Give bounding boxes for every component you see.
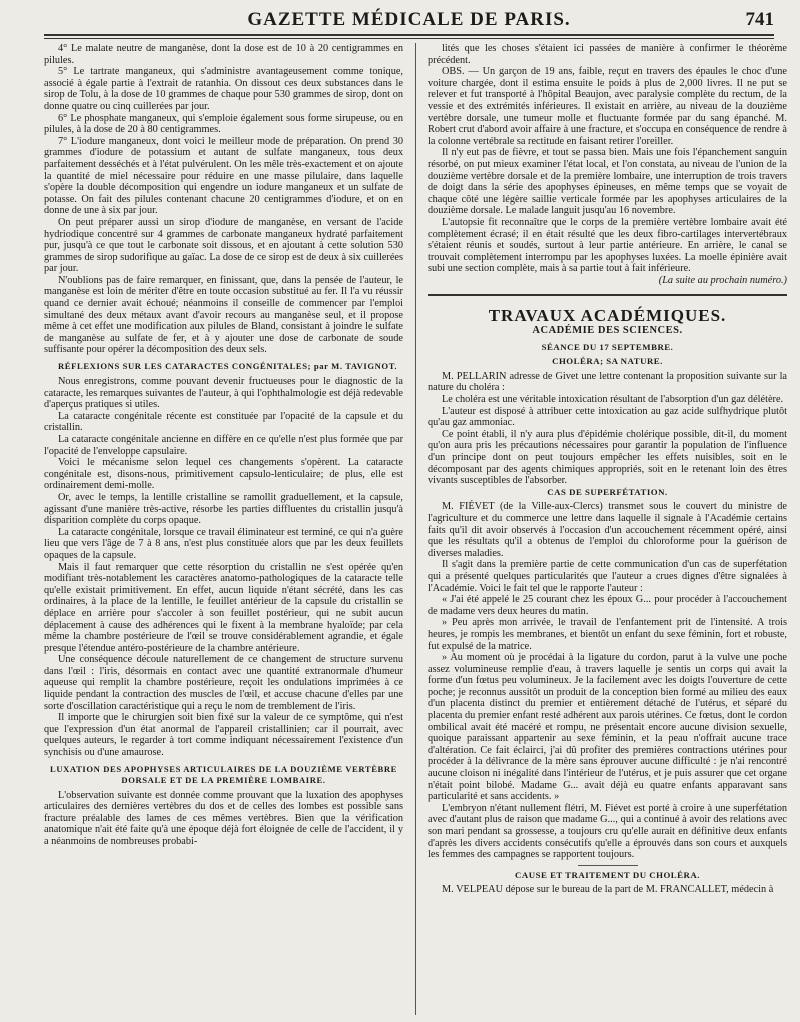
paragraph: Le choléra est une véritable intoxication résultant de l'absorption d'un gaz délétère. (442, 394, 784, 406)
left-column (44, 43, 403, 1015)
paragraph: Ce point établi, il n'y aura plus d'épidémie cholérique possible, dit-il, du moment qu'on aura pris les précautions nécessaires pour garantir la population de l'influence d'un principe dont on peut toujours empêcher les effets nuisibles, soit en le décomposant par des agents chimiques appropriés, soit en le retenant loin des êtres vivants susceptibles de l'absorber. (428, 428, 787, 487)
section-title: TRAVAUX ACADÉMIQUES. (488, 306, 727, 326)
paragraph: L'embryon n'étant nullement flétri, M. Fiévet est porté à croire à une superfétation avec d'autant plus de raison que madame G..., qui a continué à avoir des relations avec son mari pendant sa grossesse, a toujours cru qu'elle aurait en définitive deux enfants d'après les divers accidents consécutifs qu'elle a éprouvés dans son cours et auxquels les femmes des campagnes se rapportent toujours. (428, 802, 787, 861)
paragraph: Nous enregistrons, comme pouvant devenir fructueuses pour le diagnostic de la cataracte, les remarques suivantes de l'auteur, à qui l'ophthalmologie est déjà redevable d'aperçus pratiques si utiles. (44, 376, 403, 411)
paragraph: Il n'y eut pas de fièvre, et tout se passa bien. Mais une fois l'épanchement sanguin résorbé, on put mieux examiner l'état local, et l'on constata, au niveau de l'union de la douzième vertèbre dorsale et de la première lombaire, une interruption de trois travers de doigt dans la série des apophyses épineuses, en même temps que se voyait de chaque côté une légère saillie verticale formée par les apophyses articulaires de la douzième dorsale. Le malade languit jusqu'au 16 novembre. (428, 147, 787, 217)
academy-heading: ACADÉMIE DES SCIENCES. (532, 325, 683, 337)
paragraph: 5° Le tartrate manganeux, qui s'administre avantageusement comme tonique, associé à égale partie à l'extrait de ratanhia. On dissout ces deux substances dans le sirop de Tolu, à la dose de 10 grammes de chaque pour 530 grammes de sirop, dont on donne quatre ou cinq cuillerées par jour. (44, 66, 403, 112)
paragraph: Il s'agit dans la première partie de cette communication d'un cas de superfétation qui a présenté quelques particularités que l'auteur a crues dignes d'être signalées à l'Académie. Voici le fait tel que le rapporte l'auteur : (428, 559, 787, 594)
paragraph: 7° L'iodure manganeux, dont voici le meilleur mode de préparation. On prend 30 grammes d'iodure de potassium et autant de sulfate manganeux, tous deux parfaitement desséchés et à l'état pulvérulent. On les mêle très-exactement et on ajoute la quantité de miel nécessaire pour réduire en une masse pilulaire, dans laquelle s'opère la double décomposition qui engendre un iodure manganeux et un sulfate de potasse. On fait des pilules contenant chacune 20 centigrammes d'iodure, et on en donne de une à six par jour. (44, 135, 403, 217)
paragraph: OBS. — Un garçon de 19 ans, faible, reçut en travers des épaules le choc d'une voiture chargée, dont il estima ensuite le poids à plus de 2,000 livres. Il ne put se relever et fut transporté à l'hôpital Beaujon, avec paralysie complète du rectum, de la vessie et des extrémités inférieures. Il existait en arrière, au niveau de la douzième vertèbre dorsale, une tumeur molle et fluctuante formée par du sang épanché. M. Robert crut d'abord avoir affaire à une fracture, et s'occupa en conséquence de rendre à la colonne vertébrale sa rectitude en faisant retirer l'oreiller. (428, 66, 787, 147)
page-number: 741 (745, 9, 774, 30)
paragraph: lités que les choses s'étaient ici passées de manière à confirmer le théorème précédent. (428, 43, 787, 66)
paragraph: On peut préparer aussi un sirop d'iodure de manganèse, en versant de l'acide hydriodique concentré sur 4 grammes de carbonate manganeux hydraté parfaitement pur, jusqu'à ce que tout le carbonate soit dissous, et en ajoutant à cette solution 530 grammes de sirop sudorifique au gaïac. La dose de ce sirop est de deux à six cuillerées par jour. (44, 216, 403, 275)
topic-heading: CAUSE ET TRAITEMENT DU CHOLÉRA. (515, 869, 700, 880)
continuation-note: (La suite au prochain numéro.) (658, 274, 787, 286)
paragraph: M. VELPEAU dépose sur le bureau de la part de M. FRANCALLET, médecin à (442, 884, 774, 896)
article-heading: RÉFLEXIONS SUR LES CATARACTES CONGÉNITALES; par M. TAVIGNOT. (58, 361, 398, 372)
paragraph: « J'ai été appelé le 25 courant chez les époux G... pour procéder à l'accouchement de madame vers deux heures du matin. (428, 594, 787, 617)
article-heading: LUXATION DES APOPHYSES ARTICULAIRES DE LA DOUZIÈME VERTÈBRE DORSALE ET DE LA PREMIÈRE LOMBAIRE. (49, 763, 398, 785)
journal-title: GAZETTE MÉDICALE DE PARIS. (247, 9, 571, 30)
header-rule (44, 38, 774, 39)
paragraph: Voici le mécanisme selon lequel ces changements s'opèrent. La cataracte congénitale est, disons-nous, primitivement capsulo-lenticulaire; de plus, elle est ordinairement demi-molle. (44, 457, 403, 492)
columns (44, 43, 787, 1015)
paragraph: M. PELLARIN adresse de Givet une lettre contenant la proposition suivante sur la nature du choléra : (428, 370, 787, 394)
paragraph: 4° Le malate neutre de manganèse, dont la dose est de 10 à 20 centigrammes en pilules. (44, 43, 403, 66)
topic-heading: CHOLÉRA; SA NATURE. (552, 356, 663, 367)
paragraph: 6° Le phosphate manganeux, qui s'emploie également sous forme sirupeuse, ou en pilules, à la dose de 20 à 80 centigrammes. (44, 112, 403, 136)
section-rule (428, 294, 787, 296)
paragraph: Or, avec le temps, la lentille cristalline se ramollit graduellement, et la capsule, agissant d'une manière très-active, résorbe les parties diffluentes du cristallin jusqu'à disparition complète du corps opaque. (44, 491, 403, 527)
paragraph: L'auteur est disposé à attribuer cette intoxication au gaz acide sulfhydrique plutôt qu'au gaz ammoniac. (428, 405, 787, 429)
divider (578, 865, 638, 866)
paragraph: » Peu après mon arrivée, le travail de l'enfantement prit de l'intensité. A trois heures, je rompis les membranes, et bientôt un enfant du sexe féminin, fort et robuste, fut expulsé de la matrice. (428, 617, 787, 652)
paragraph: L'autopsie fit reconnaître que le corps de la première vertèbre lombaire avait été complètement écrasé; il en était résulté que les deux fibro-cartilages intervertébraux s'étaient réunis et soudés, surtout à leur partie antérieure. En arrière, le canal se trouvait complètement interrompu par les apophyses luxées. La moelle épinière avait subi une section complète, mais à sa partie tout à fait inférieure. (428, 216, 787, 275)
paragraph: Une conséquence découle naturellement de ce changement de structure survenu dans l'œil : l'iris, désormais en contact avec une quantité extranormale d'humeur aqueuse qui remplit la chambre postérieure, reçoit les ondulations imprimées à ce liquide pendant la contraction des muscles de l'œil, et accuse chacune d'elles par une sorte d'oscillation caractéristique qui a reçu le nom de tremblement de l'iris. (44, 654, 403, 712)
paragraph: Il importe que le chirurgien soit bien fixé sur la valeur de ce symptôme, qui n'est que l'expression d'un état anormal de l'appareil cristallinien; car il pourrait, avec quelques auteurs, le regarder à tort comme indiquant nécessairement l'existence d'un synchisis ou d'une amaurose. (44, 712, 403, 759)
paragraph: Mais il faut remarquer que cette résorption du cristallin ne s'est opérée qu'en modifiant très-notablement les caractères anatomo-pathologiques de la cataracte telle qu'elle existait primitivement. En effet, aucun liquide n'étant sécrété, dans les cas ordinaires, à la place de la lentille, le feuillet antérieur de la capsule du cristallin se déplace en arrière pour s'accoler à son feuillet postérieur, qui ne subit aucun déplacement à cause des adhérences qui le fixent à la membrane hyaloïde; par cela même la chambre postérieure de l'œil se trouve considérablement agrandie, et égale presque l'étendue antéro-postérieure de la chambre antérieure. (44, 561, 403, 654)
topic-heading: CAS DE SUPERFÉTATION. (547, 486, 668, 497)
paragraph: La cataracte congénitale, lorsque ce travail éliminateur est terminé, ce qui n'a guère lieu que vers l'âge de 7 à 8 ans, n'est plus constituée alors que par les deux feuillets opaques de la capsule. (44, 526, 403, 561)
paragraph: N'oublions pas de faire remarquer, en finissant, que, dans la pensée de l'auteur, le manganèse est loin de mériter d'être en toute occasion substitué au fer. Il l'a vu réussir quand ce dernier avait échoué; néanmoins il conseille de commencer par l'emploi simultané des deux métaux avant d'avoir recours au manganèse seul, et il propose même à cet effet une modification aux pilules de Bland, consistant à joindre le sulfate de manganèse au sulfate de fer, et à y ajouter une dose de carbonate de soude suffisante pour opérer la décomposition des deux sels. (44, 274, 403, 356)
page-header (44, 10, 774, 36)
paragraph: M. FIÉVET (de la Ville-aux-Clercs) transmet sous le couvert du ministre de l'agriculture et du commerce une lettre dans laquelle il signale à l'Académie certains faits qu'il dit avoir observés à l'occasion d'un accouchement récemment opéré, ainsi que les résultats qu'il a obtenus de l'emploi du chloroforme pour la guérison de diverses maladies. (428, 501, 787, 559)
column-divider (415, 43, 416, 1015)
paragraph: L'observation suivante est donnée comme prouvant que la luxation des apophyses articulaires des dernières vertèbres du dos et de celles des lombes est possible sans fracture préalable des lames de ces mêmes vertèbres. Bien que la vérification anatomique n'ait été faite qu'à une époque déjà fort éloignée de celle de l'accident, il y a néanmoins de nombreuses probabi- (44, 789, 403, 847)
paragraph: » Au moment où je procédai à la ligature du cordon, parut à la vulve une poche assez volumineuse remplie d'eau, à travers laquelle je sentis un corps qui avait la forme d'un fœtus peu volumineux. Je la facilement avec les doigts l'ouverture de cette poche; je reconnus aussitôt un produit de la conception bien formé au milieu des eaux d'un placenta distinct du premier et entièrement détaché de l'utérus, et séparé du placenta du premier enfant resté adhérent aux parois utérines. Ce fœtus, dont le cordon ombilical avait été macéré et rompu, ne présentait encore aucune division sexuelle, quoique paraissant appartenir au sexe féminin, et la peau n'offrait aucune trace d'altération. Ce fait éclairci, j'ai dû profiter des premières contractions utérines pour procéder à la délivrance de la mère sans éprouver aucune difficulté : je n'ai rencontré aucune cloison ni inégalité dans l'intérieur de l'utérus, et je puis assurer que cet organe n'était point bilobé. Madame G... avait déjà eu quatre enfants apparavant sans particularité et sans accidents. » (428, 652, 787, 803)
paragraph: La cataracte congénitale récente est constituée par l'opacité de la capsule et du cristallin. (44, 410, 403, 434)
paragraph: La cataracte congénitale ancienne en diffère en ce qu'elle n'est plus formée que par l'opacité de l'enveloppe capsulaire. (44, 434, 403, 457)
session-date: SÉANCE DU 17 SEPTEMBRE. (541, 341, 674, 352)
right-column (428, 43, 787, 1015)
